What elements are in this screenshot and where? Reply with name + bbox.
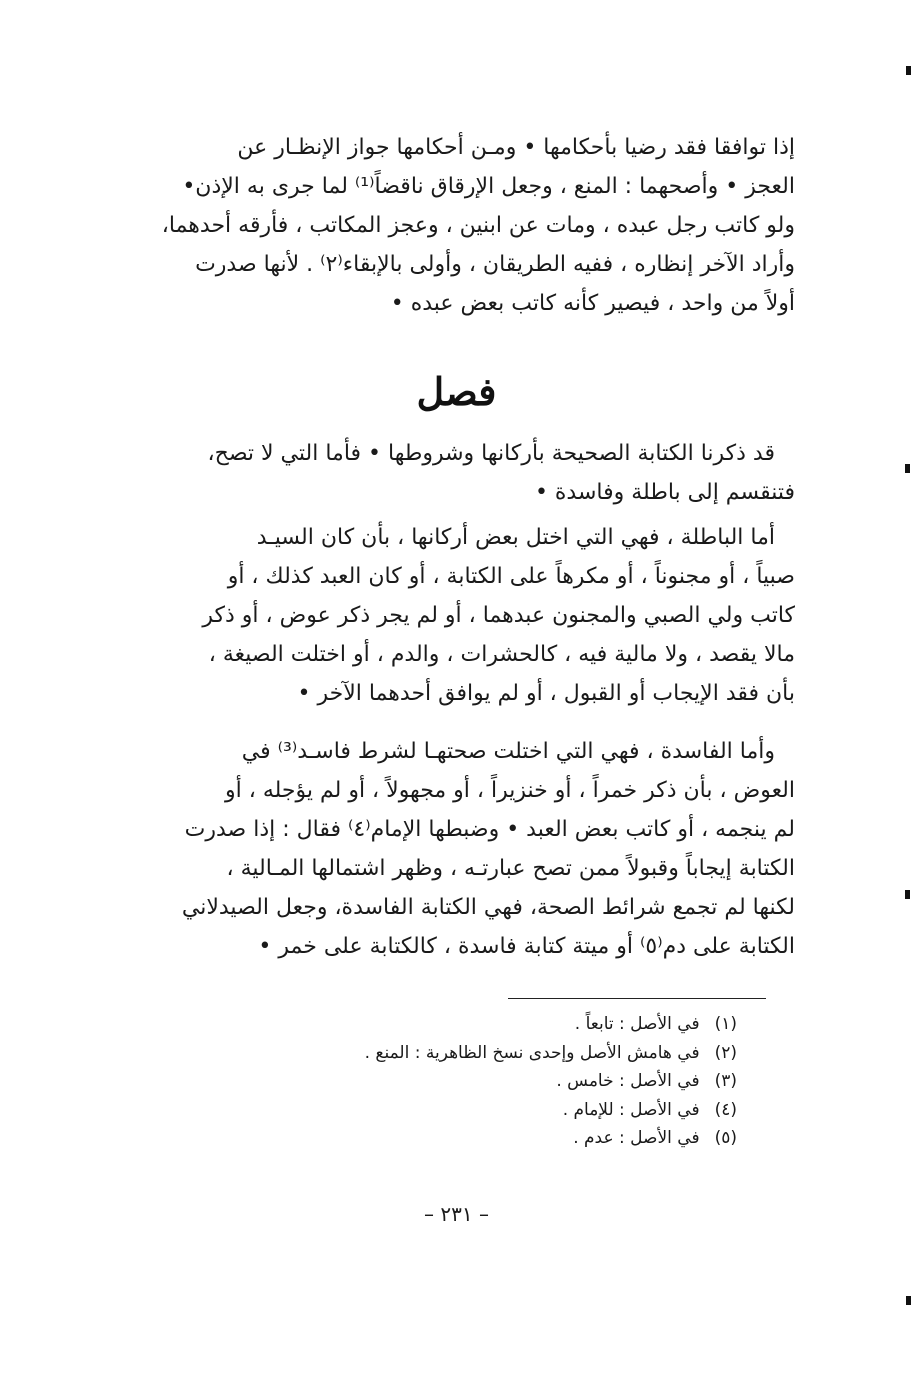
text-line: بأن فقد الإيجاب أو القبول ، أو لم يوافق أحدهما الآخر • bbox=[297, 681, 795, 706]
text-line: العجز • وأصحهما : المنع ، وجعل الإرقاق ناقضاً⁽¹⁾ لما جرى به الإذن• bbox=[182, 174, 795, 199]
text-line: إذا توافقا فقد رضيا بأحكامها • ومـن أحكامها جواز الإنظـار عن bbox=[237, 135, 795, 160]
text-line: لكنها لم تجمع شرائط الصحة، فهي الكتابة الفاسدة، وجعل الصيدلاني bbox=[181, 895, 795, 920]
footnote-number: (٣) bbox=[714, 1071, 737, 1091]
paragraph-2 bbox=[155, 434, 795, 512]
paragraph-1 bbox=[155, 128, 795, 323]
text-line: قد ذكرنا الكتابة الصحيحة بأركانها وشروطها • فأما التي لا تصح، bbox=[207, 441, 775, 466]
text-line: أما الباطلة ، فهي التي اختل بعض أركانها ، بأن كان السيـد bbox=[256, 525, 775, 550]
text-line: فتنقسم إلى باطلة وفاسدة • bbox=[534, 480, 795, 505]
footnote bbox=[177, 1039, 737, 1068]
paragraph-4 bbox=[155, 732, 795, 966]
footnote-text: في الأصل : للإمام . bbox=[562, 1099, 700, 1120]
paragraph-3 bbox=[155, 518, 795, 713]
footnote-divider bbox=[508, 998, 766, 999]
text-line: ولو كاتب رجل عبده ، ومات عن ابنين ، وعجز المكاتب ، فأرقه أحدهما، bbox=[161, 213, 795, 238]
footnote-number: (١) bbox=[714, 1014, 737, 1034]
text-line: وأما الفاسدة ، فهي التي اختلت صحتهـا لشرط فاسـد⁽³⁾ في bbox=[241, 739, 775, 764]
footnotes bbox=[177, 1010, 737, 1153]
text-line: مالا يقصد ، ولا مالية فيه ، كالحشرات ، والدم ، أو اختلت الصيغة ، bbox=[208, 642, 795, 667]
footnote bbox=[177, 1124, 737, 1153]
text-line: أولاً من واحد ، فيصير كأنه كاتب بعض عبده • bbox=[390, 291, 795, 316]
footnote-number: (٤) bbox=[714, 1099, 737, 1120]
footnote-number: (٢) bbox=[714, 1042, 737, 1063]
footnote bbox=[177, 1096, 737, 1125]
footnote-text: في الأصل : عدم . bbox=[573, 1128, 700, 1148]
footnote-number: (٥) bbox=[714, 1128, 737, 1148]
footnote bbox=[177, 1067, 737, 1096]
section-heading: فصل bbox=[416, 369, 497, 414]
scan-margin-mark bbox=[906, 1296, 911, 1305]
text-line: الكتابة على دم⁽٥⁾ أو ميتة كتابة فاسدة ، كالكتابة على خمر • bbox=[258, 934, 795, 959]
text-line: العوض ، بأن ذكر خمراً ، أو خنزيراً ، أو مجهولاً ، أو لم يؤجله ، أو bbox=[225, 778, 795, 803]
footnote bbox=[177, 1010, 737, 1039]
footnote-text: في الأصل : خامس . bbox=[556, 1071, 700, 1091]
text-line: لم ينجمه ، أو كاتب بعض العبد • وضبطها الإمام⁽٤⁾ فقال : إذا صدرت bbox=[184, 817, 795, 842]
scan-margin-mark bbox=[905, 890, 910, 899]
text-line: كاتب ولي الصبي والمجنون عبدهما ، أو لم يجر ذكر عوض ، أو ذكر bbox=[202, 603, 795, 628]
text-line: الكتابة إيجاباً وقبولاً ممن تصح عبارتـه ، وظهر اشتمالها المـالية ، bbox=[226, 856, 795, 881]
scan-margin-mark bbox=[905, 464, 910, 473]
footnote-text: في هامش الأصل وإحدى نسخ الظاهرية : المنع . bbox=[364, 1042, 700, 1063]
footnote-text: في الأصل : تابعاً . bbox=[574, 1014, 700, 1034]
page-number: – ٢٣١ – bbox=[424, 1202, 489, 1226]
scan-margin-mark bbox=[906, 66, 911, 75]
text-line: صبياً ، أو مجنوناً ، أو مكرهاً على الكتابة ، أو كان العبد كذلك ، أو bbox=[227, 564, 795, 589]
text-line: وأراد الآخر إنظاره ، ففيه الطريقان ، وأولى بالإبقاء⁽٢⁾ . لأنها صدرت bbox=[195, 252, 795, 277]
